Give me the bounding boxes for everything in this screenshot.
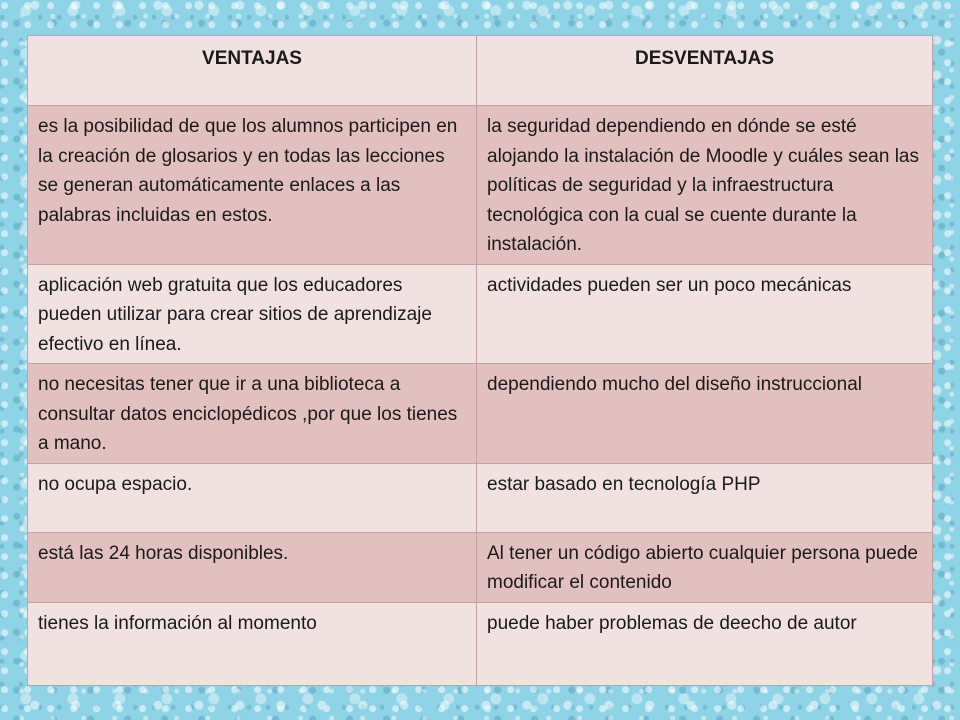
ventaja-cell: no necesitas tener que ir a una biblioteca a consultar datos enciclopédicos ,por que los tienes a mano. [28, 364, 477, 464]
table-row [28, 106, 933, 265]
desventaja-cell: la seguridad dependiendo en dónde se esté alojando la instalación de Moodle y cuáles sean las políticas de seguridad y la infraestructura tecnológica con la cual se cuente durante la instalación. [477, 106, 933, 265]
table-row [28, 264, 933, 364]
desventaja-cell: estar basado en tecnología PHP [477, 463, 933, 532]
table-row [28, 463, 933, 532]
ventaja-cell: no ocupa espacio. [28, 463, 477, 532]
desventaja-cell: puede haber problemas de deecho de autor [477, 602, 933, 685]
desventaja-cell: dependiendo mucho del diseño instruccional [477, 364, 933, 464]
header-ventajas: VENTAJAS [28, 36, 477, 106]
desventaja-cell: actividades pueden ser un poco mecánicas [477, 264, 933, 364]
table-header-row [28, 36, 933, 106]
ventaja-cell: tienes la información al momento [28, 602, 477, 685]
ventaja-cell: aplicación web gratuita que los educadores pueden utilizar para crear sitios de aprendizaje efectivo en línea. [28, 264, 477, 364]
table-row [28, 602, 933, 685]
table-row [28, 532, 933, 602]
desventaja-cell: Al tener un código abierto cualquier persona puede modificar el contenido [477, 532, 933, 602]
table-row [28, 364, 933, 464]
comparison-table [27, 35, 933, 686]
ventaja-cell: es la posibilidad de que los alumnos participen en la creación de glosarios y en todas las lecciones se generan automáticamente enlaces a las palabras incluidas en estos. [28, 106, 477, 265]
ventaja-cell: está las 24 horas disponibles. [28, 532, 477, 602]
header-desventajas: DESVENTAJAS [477, 36, 933, 106]
